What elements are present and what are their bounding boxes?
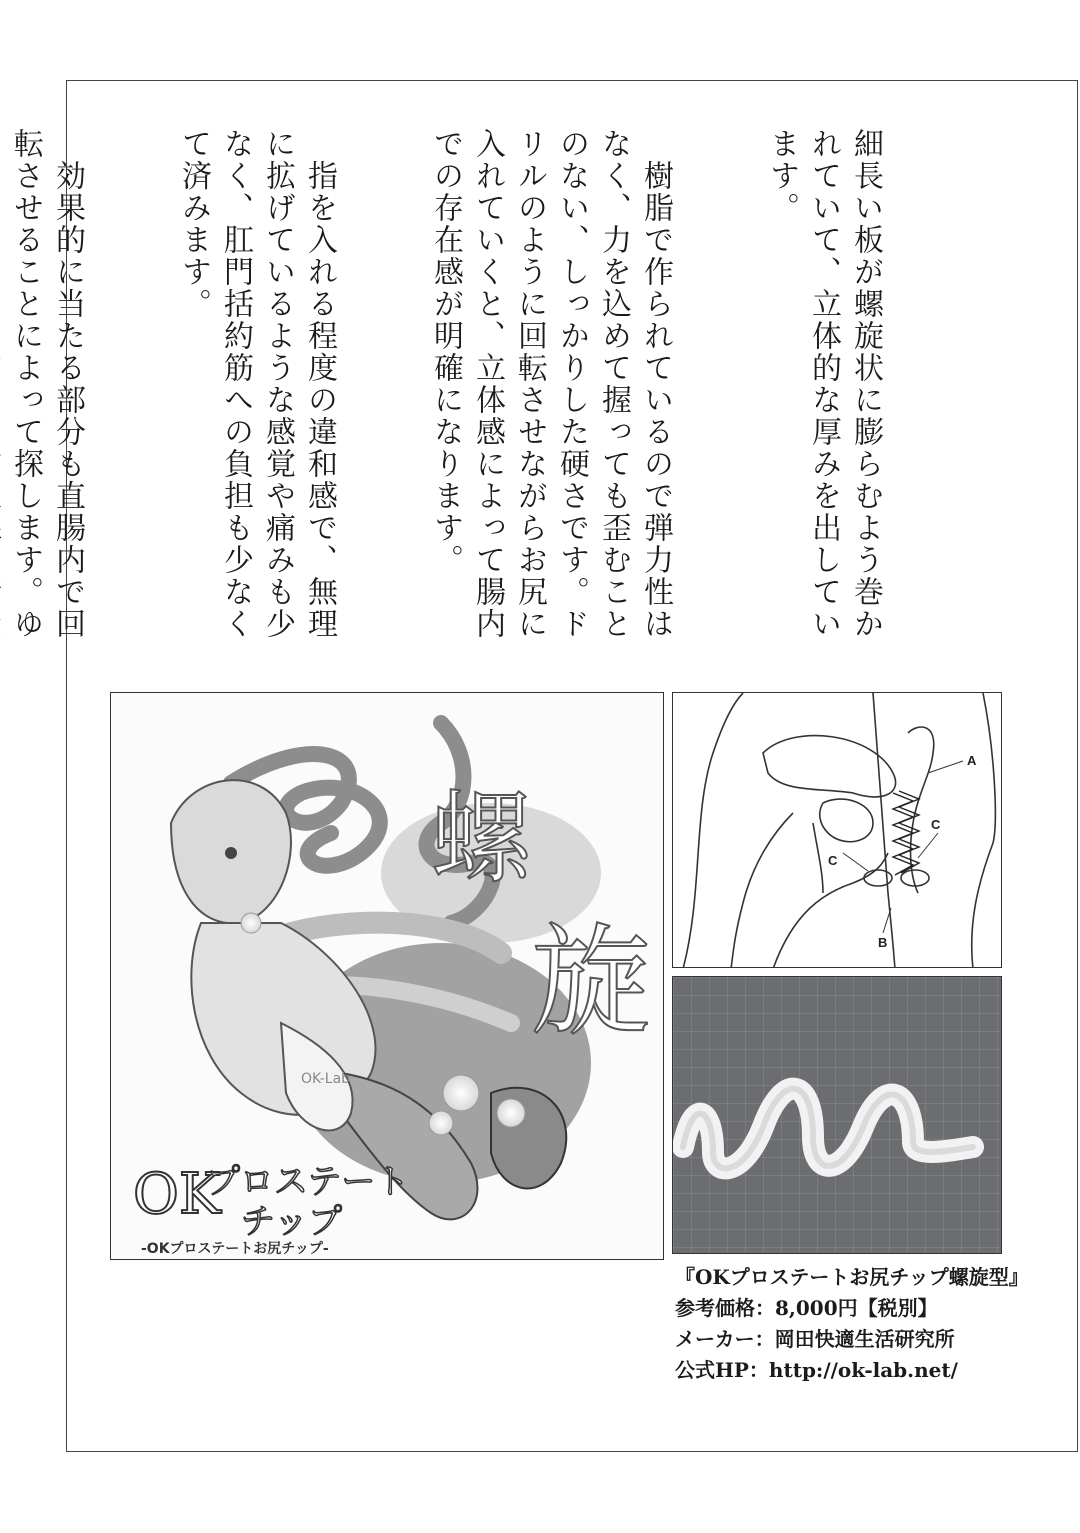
- product-maker: メーカー：岡田快適生活研究所: [675, 1327, 955, 1351]
- illustration-art: [111, 693, 664, 1260]
- product-logo: [133, 1162, 409, 1257]
- product-illustration: [110, 692, 664, 1260]
- label-c-right: C: [931, 817, 941, 832]
- label-c-left: C: [828, 853, 838, 868]
- logo-subtitle: -OKプロステートお尻チップ-: [141, 1241, 329, 1257]
- article-paragraph: 効果的に当たる部分も直腸内で回転させることによって探します。ゆ: [8, 128, 85, 640]
- article-paragraph: 指を入れる程度の違和感で、無理に拡げているような感覚や痛みも少なく、肛門括約筋への負担も少なくて済みます。: [176, 128, 337, 640]
- product-name: 『OKプロステートお尻チップ螺旋型』: [675, 1265, 1029, 1289]
- article-paragraph: 細長い板が螺旋状に膨らむよう巻かれていて、立体的な厚みを出しています。: [764, 128, 883, 640]
- anatomy-diagram: [672, 692, 1002, 968]
- title-kanji-1: 螺: [431, 780, 531, 897]
- product-price: 参考価格：8,000円【税別】: [675, 1296, 938, 1320]
- product-photo: [672, 976, 1002, 1254]
- spiral-device-diagram: [893, 791, 919, 875]
- title-kanji-2: 旋: [531, 913, 651, 1052]
- label-b: B: [878, 935, 888, 950]
- diagram-art: [673, 693, 1002, 968]
- label-a: A: [967, 753, 977, 768]
- logo-ok: OK: [133, 1162, 221, 1227]
- product-caption: [675, 1262, 1029, 1386]
- photo-art: [673, 977, 1002, 1254]
- logo-line-2: チップ: [241, 1202, 342, 1242]
- product-website: 公式HP：http://ok-lab.net/: [675, 1358, 958, 1382]
- logo-line-1: プロステート: [206, 1162, 410, 1202]
- body-tag: OK-Lab: [301, 1071, 351, 1087]
- article-text: [8, 128, 970, 648]
- article-paragraph: 樹脂で作られているので弾力性はなく、力を込めて握っても歪むことのない、しっかりした硬さです。ドリルのように回転させながらお尻に入れていくと、立体感によって腸内での存在感が明確になります。: [428, 128, 673, 640]
